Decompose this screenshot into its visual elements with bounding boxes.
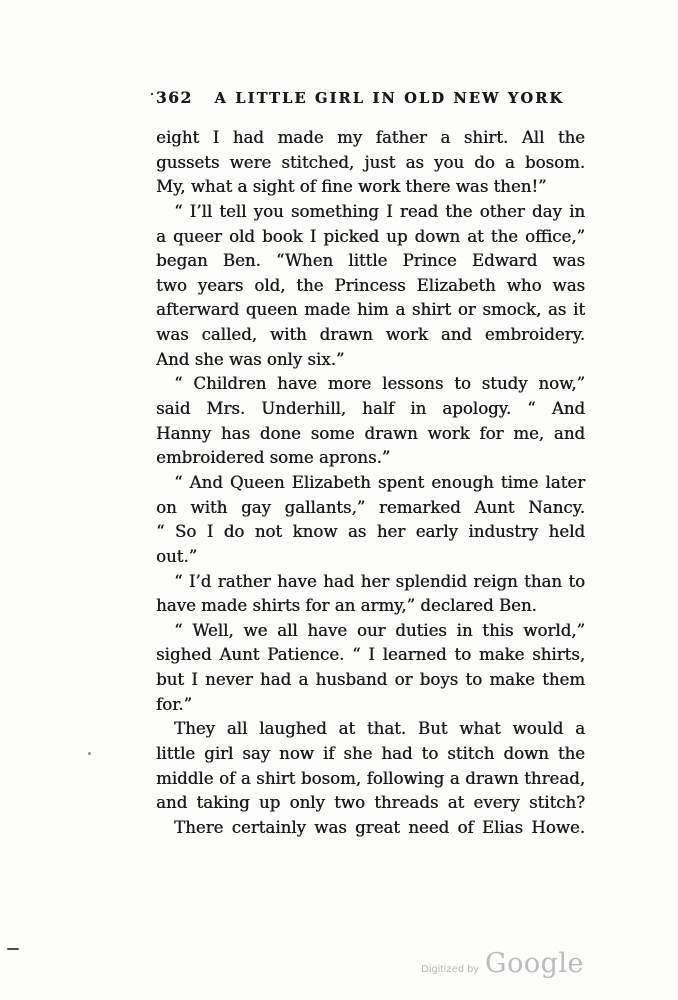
text-line: two years old, the Princess Elizabeth who was: [156, 275, 585, 295]
text-line: They all laughed at that. But what would a: [174, 719, 585, 739]
text-line: afterward queen made him a shirt or smock, as it: [156, 300, 585, 320]
text-line: There certainly was great need of Elias Howe.: [174, 817, 585, 837]
text-line: began Ben. “When little Prince Edward was: [156, 251, 585, 271]
text-line: gussets were stitched, just as you do a bosom.: [156, 152, 585, 172]
text-line: My, what a sight of fine work there was then!”: [156, 177, 547, 197]
ink-speck-mark: ·: [150, 88, 154, 101]
text-line: middle of a shirt bosom, following a drawn thread,: [156, 768, 585, 788]
scan-artifact-dash: [7, 948, 19, 950]
text-line: on with gay gallants,” remarked Aunt Nancy.: [156, 497, 585, 517]
text-line: but I never had a husband or boys to make them: [156, 670, 585, 690]
page-text: [156, 126, 585, 841]
text-line: little girl say now if she had to stitch down the: [156, 744, 585, 764]
text-line: And she was only six.”: [156, 349, 345, 369]
text-line: Hanny has done some drawn work for me, and: [156, 423, 585, 443]
text-line: have made shirts for an army,” declared Ben.: [156, 596, 537, 616]
text-line: said Mrs. Underhill, half in apology. “ And: [156, 399, 585, 419]
google-watermark: [421, 948, 584, 979]
text-line: a queer old book I picked up down at the office,”: [156, 226, 585, 246]
text-line: eight I had made my father a shirt. All the: [156, 128, 585, 147]
scan-artifact-speck: [88, 752, 91, 755]
text-line: “ And Queen Elizabeth spent enough time later: [174, 472, 585, 492]
text-line: out.”: [156, 546, 198, 566]
text-line: embroidered some aprons.”: [156, 448, 391, 468]
text-line: “ I’ll tell you something I read the other day in: [174, 201, 585, 221]
text-line: “ I’d rather have had her splendid reign than to: [174, 571, 585, 591]
text-line: and taking up only two threads at every stitch?: [156, 793, 585, 813]
running-head: [150, 88, 586, 108]
text-line: “ Children have more lessons to study now,”: [174, 374, 585, 394]
text-line: “ Well, we all have our duties in this world,”: [174, 620, 585, 640]
text-line: sighed Aunt Patience. “ I learned to make shirts,: [156, 645, 585, 665]
chapter-running-title: A LITTLE GIRL IN OLD NEW YORK: [214, 90, 565, 107]
text-line: “ So I do not know as her early industry held: [156, 522, 585, 542]
page-number: 362: [155, 88, 193, 107]
text-line: was called, with drawn work and embroidery.: [156, 325, 585, 345]
text-line: for.”: [156, 694, 192, 714]
digitized-by-label: Digitized by: [421, 963, 480, 975]
google-logo: Google: [485, 948, 584, 979]
